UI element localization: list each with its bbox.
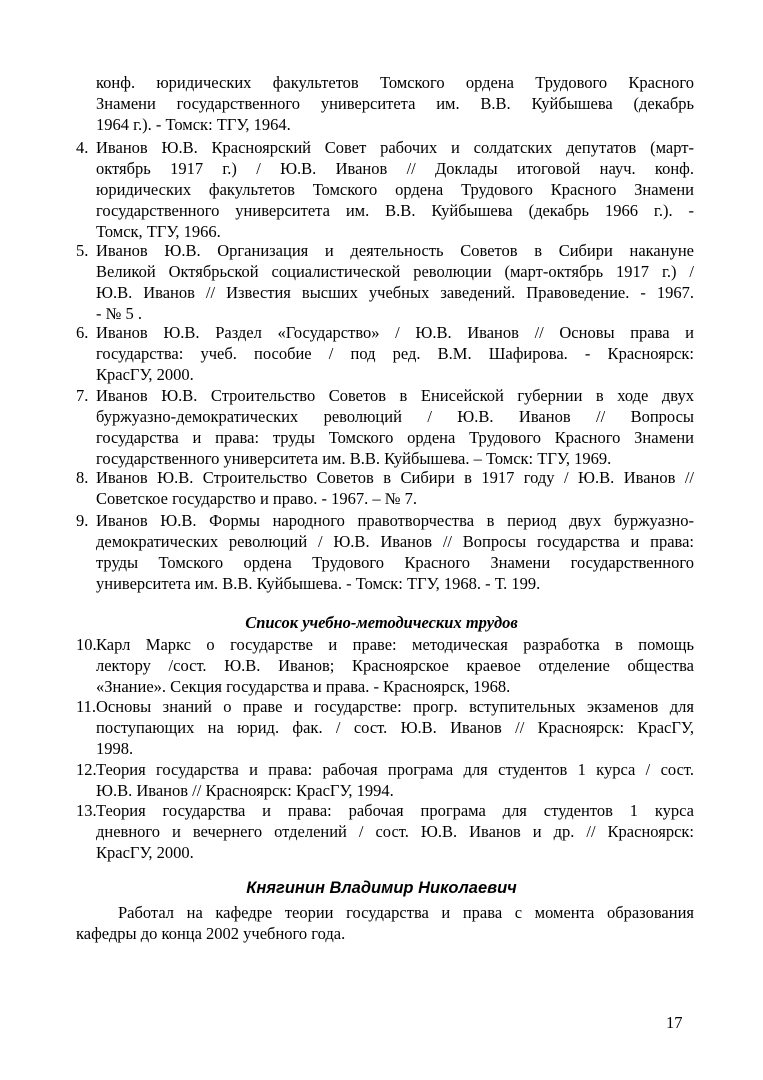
methodical-entry-12 [76,759,694,801]
entry-line: юридических факультетов Томского ордена Трудового Красного Знамени [96,180,694,199]
entry-line: государства: учеб. пособие / под ред. В.М. Шафирова. - Красноярск: [96,344,694,363]
entry-number: 13. [76,801,97,820]
methodical-entry-10 [76,634,694,697]
continuation-entry [96,72,694,135]
entry-line: дневного и вечернего отделений / сост. Ю.В. Иванов и др. // Красноярск: [96,822,694,841]
entry-line: государственного университета им. В.В. Куйбышева (декабрь 1966 г.). - [96,201,694,220]
entry-line: - № 5 . [96,304,142,323]
entry-line: Иванов Ю.В. Формы народного правотворчества в период двух буржуазно- [96,511,694,530]
entry-line: Иванов Ю.В. Раздел «Государство» / Ю.В. Иванов // Основы права и [96,323,694,342]
entry-line: 1998. [96,739,134,758]
entry-line: КрасГУ, 2000. [96,843,194,862]
bibliography-entry-7 [76,385,694,469]
entry-line: государственного университета им. В.В. Куйбышева. – Томск: ТГУ, 1969. [96,449,612,468]
entry-number: 8. [76,468,89,487]
entry-line: лектору /сост. Ю.В. Иванов; Красноярское краевое отделение общества [96,656,694,675]
entry-line: Иванов Ю.В. Строительство Советов в Енисейской губернии в ходе двух [96,386,694,405]
section-title: Список учебно-методических трудов [245,613,518,632]
person-bio-paragraph [76,902,694,944]
entry-number: 11. [76,697,97,716]
entry-number: 6. [76,323,89,342]
methodical-entry-13 [76,800,694,863]
person-name-heading: Княгинин Владимир Николаевич [246,879,517,897]
entry-line: 1964 г.). - Томск: ТГУ, 1964. [96,115,291,134]
entry-line: демократических революций / Ю.В. Иванов // Вопросы государства и права: [96,532,694,551]
bibliography-entry-9 [76,510,694,594]
entry-line: буржуазно-демократических революций / Ю.В. Иванов // Вопросы [96,407,694,426]
entry-line: Великой Октябрьской социалистической революции (март-октябрь 1917 г.) / [96,262,694,281]
entry-line: Иванов Ю.В. Красноярский Совет рабочих и солдатских депутатов (март- [96,138,694,157]
bibliography-entry-6 [76,322,694,385]
entry-line: октябрь 1917 г.) / Ю.В. Иванов // Доклады итоговой науч. конф. [96,159,694,178]
entry-number: 12. [76,760,97,779]
entry-line: Советское государство и право. - 1967. – № 7. [96,489,418,508]
bio-line: кафедры до конца 2002 учебного года. [76,924,346,943]
entry-line: труды Томского ордена Трудового Красного Знамени государственного [96,553,694,572]
entry-line: КрасГУ, 2000. [96,365,194,384]
entry-number: 10. [76,635,97,654]
methodical-entry-11 [76,696,694,759]
bibliography-entry-8 [76,467,694,509]
entry-line: Ю.В. Иванов // Известия высших учебных заведений. Правоведение. - 1967. [96,283,694,302]
entry-number: 7. [76,386,89,405]
entry-line: государства и права: труды Томского ордена Трудового Красного Знамени [96,428,694,447]
page-number: 17 [666,1013,683,1032]
entry-line: «Знание». Секция государства и права. - Красноярск, 1968. [96,677,511,696]
entry-line: Основы знаний о праве и государстве: прогр. вступительных экзаменов для [96,697,694,716]
entry-line: Ю.В. Иванов // Красноярск: КрасГУ, 1994. [96,781,394,800]
entry-number: 4. [76,138,89,157]
bibliography-entry-4 [76,137,694,242]
bio-line: Работал на кафедре теории государства и права с момента образования [118,903,694,922]
entry-number: 9. [76,511,89,530]
bibliography-entry-5 [76,240,694,324]
entry-line: Иванов Ю.В. Организация и деятельность Советов в Сибири накануне [96,241,694,260]
entry-line: Теория государства и права: рабочая програма для студентов 1 курса [96,801,694,820]
entry-line: Иванов Ю.В. Строительство Советов в Сибири в 1917 году / Ю.В. Иванов // [96,468,694,487]
entry-line: Теория государства и права: рабочая програма для студентов 1 курса / сост. [96,760,694,779]
entry-line: Знамени государственного университета им. В.В. Куйбышева (декабрь [96,94,694,113]
entry-line: Томск, ТГУ, 1966. [96,222,221,241]
entry-line: поступающих на юрид. фак. / сост. Ю.В. Иванов // Красноярск: КрасГУ, [96,718,694,737]
entry-line: Карл Маркс о государстве и праве: методическая разработка в помощь [96,635,694,654]
entry-number: 5. [76,241,89,260]
entry-line: конф. юридических факультетов Томского ордена Трудового Красного [96,73,694,92]
entry-line: университета им. В.В. Куйбышева. - Томск: ТГУ, 1968. - Т. 199. [96,574,541,593]
